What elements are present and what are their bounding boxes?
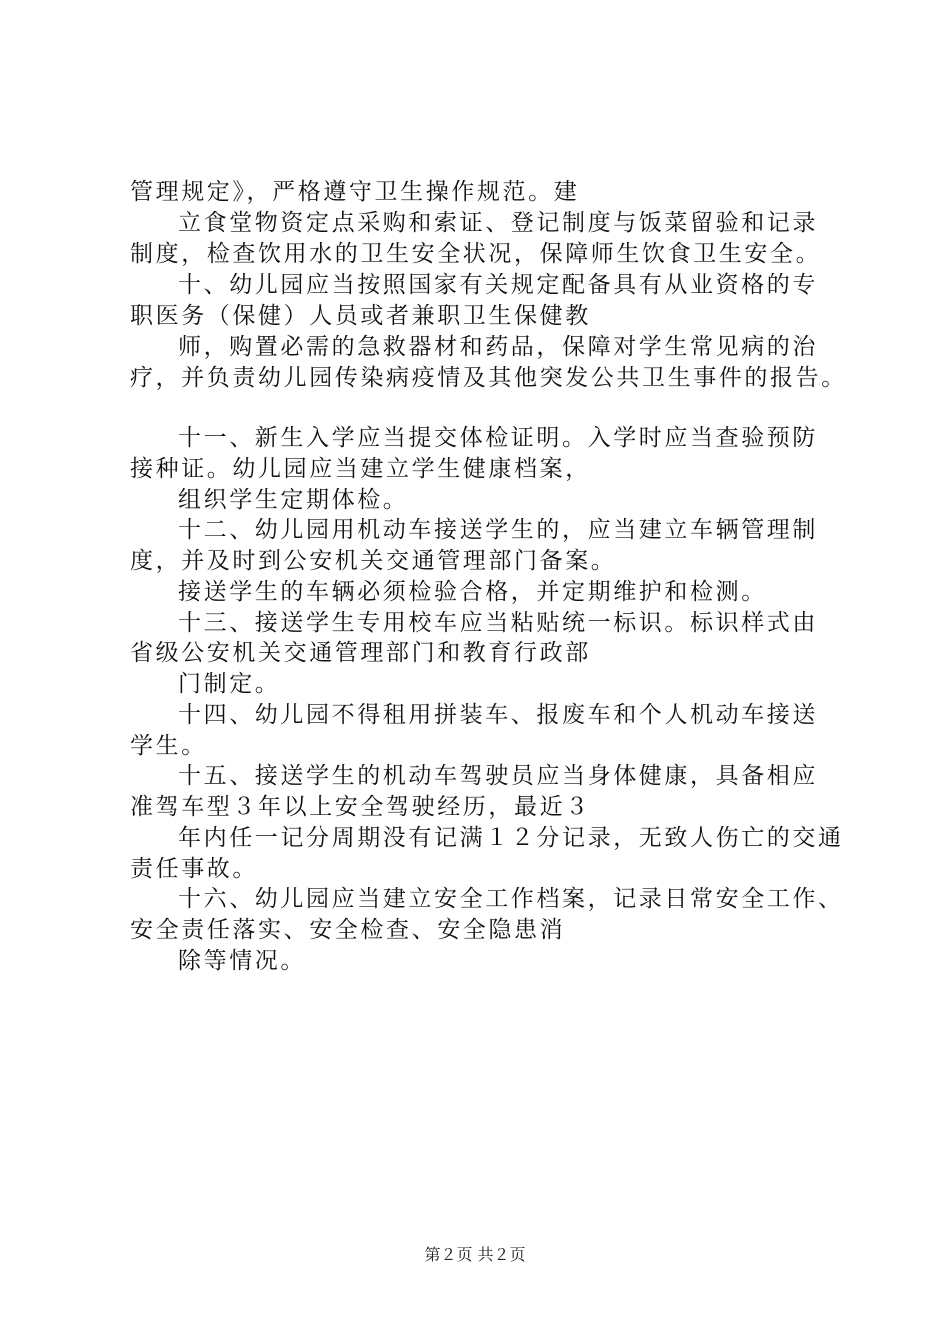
text-line: 省级公安机关交通管理部门和教育行政部 (130, 640, 591, 666)
text-line: 十三、接送学生专用校车应当粘贴统一标识。标识样式由 (178, 610, 818, 636)
text-line: 年内任一记分周期没有记满１２分记录，无致人伤亡的交通 (178, 825, 844, 851)
text-line: 管理规定》，严格遵守卫生操作规范。建 (130, 179, 580, 205)
text-line: 准驾车型３年以上安全驾驶经历，最近３ (130, 794, 591, 820)
text-line: 十一、新生入学应当提交体检证明。入学时应当查验预防 (178, 425, 818, 451)
text-line: 责任事故。 (130, 856, 258, 882)
text-line: 疗，并负责幼儿园传染病疫情及其他突发公共卫生事件的报告。 (130, 365, 847, 391)
text-line: 师，购置必需的急救器材和药品，保障对学生常见病的治 (178, 334, 818, 360)
text-line: 学生。 (130, 733, 207, 759)
text-line: 十二、幼儿园用机动车接送学生的，应当建立车辆管理制 (178, 517, 818, 543)
text-line: 门制定。 (178, 671, 281, 697)
text-line: 十六、幼儿园应当建立安全工作档案，记录日常安全工作、 (178, 886, 844, 912)
text-line: 接送学生的车辆必须检验合格，并定期维护和检测。 (178, 579, 767, 605)
text-line: 制度，检查饮用水的卫生安全状况，保障师生饮食卫生安全。 (130, 241, 822, 267)
text-line: 除等情况。 (178, 948, 306, 974)
text-line: 十五、接送学生的机动车驾驶员应当身体健康，具备相应 (178, 763, 818, 789)
text-line: 接种证。幼儿园应当建立学生健康档案， (130, 456, 591, 482)
text-line: 职医务（保健）人员或者兼职卫生保健教 (130, 303, 591, 329)
text-line: 组织学生定期体检。 (178, 487, 409, 513)
page-number-footer: 第２页 共２页 (424, 1245, 526, 1264)
text-line: 安全责任落实、安全检查、安全隐患消 (130, 917, 566, 943)
text-line: 十、幼儿园应当按照国家有关规定配备具有从业资格的专 (178, 272, 818, 298)
text-line: 十四、幼儿园不得租用拼装车、报废车和个人机动车接送 (178, 702, 818, 728)
text-line: 立食堂物资定点采购和索证、登记制度与饭菜留验和记录 (178, 210, 818, 236)
text-line: 度，并及时到公安机关交通管理部门备案。 (130, 548, 617, 574)
